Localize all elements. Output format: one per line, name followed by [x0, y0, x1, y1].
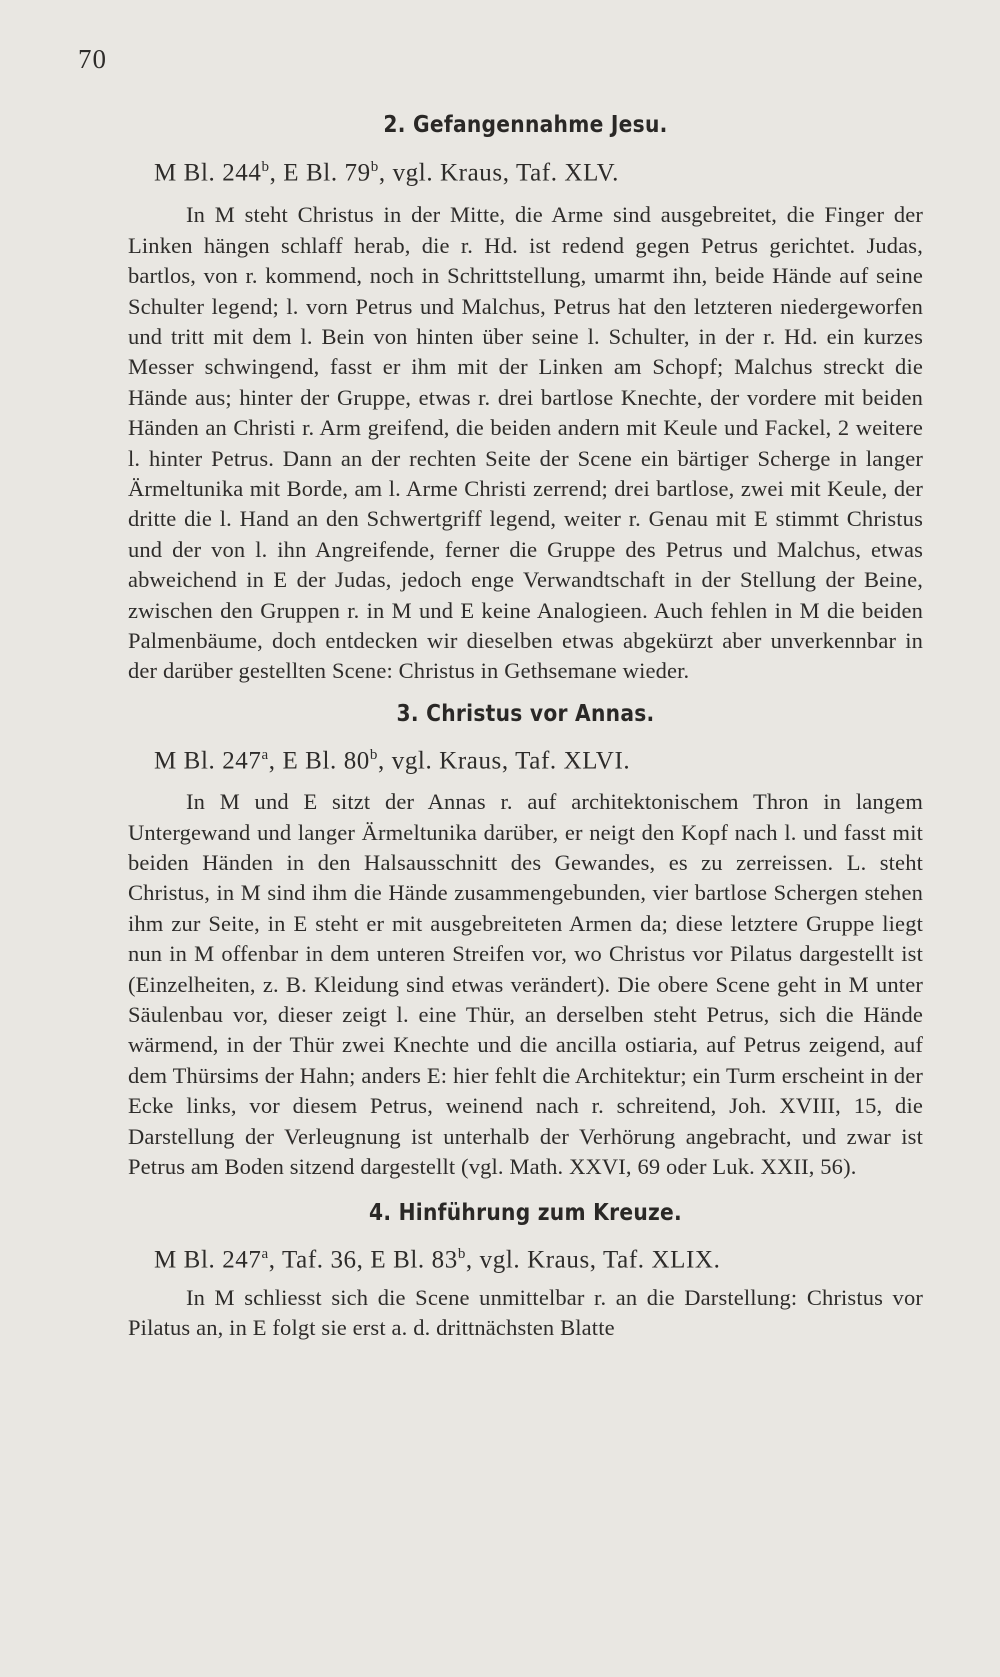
ref-main: M Bl. 247: [154, 1246, 262, 1274]
ref-main: M Bl. 244: [154, 159, 262, 187]
section-heading: 2. Gefangennahme Jesu.: [383, 112, 668, 138]
ref-main-sup: a: [261, 746, 269, 763]
section-paragraph: [128, 1283, 923, 1344]
page-body: [128, 112, 923, 1344]
paragraph-text: In M steht Christus in der Mitte, die Arme sind ausgebreitet, die Finger der Linken hängen schlaff herab, die r. Hd. ist redend gegen Petrus gerichtet. Judas, bartlos, von r. kommend, noch in Schrittstellung, umarmt ihn, beide Hände auf seine Schulter legend; l. vorn Petrus und Malchus, Petrus hat den letzteren niedergeworfen und tritt mit dem l. Bein von hinten über seine l. Schulter, in der r. Hd. ein kurzes Messer schwingend, fasst er ihm mit der Linken am Schopf; Malchus streckt die Hände aus; hinter der Gruppe, etwas r. drei bartlose Knechte, der vordere mit beiden Händen an Christi r. Arm greifend, die beiden andern mit Keule und Fackel, 2 weitere l. hinter Petrus. Dann an der rechten Seite der Scene ein bärtiger Scherge in langer Ärmeltunika mit Borde, am l. Arme Christi zerrend; drei bartlose, zwei mit Keule, der dritte die l. Hand an den Schwertgriff legend, weiter r. Genau mit E stimmt Christus und der von l. ihn Angreifende, ferner die Gruppe des Petrus und Malchus, etwas abweichend in E der Judas, jedoch enge Verwandtschaft in der Stellung der Beine, zwischen den Gruppen r. in M und E keine Analogieen. Auch fehlen in M die beiden Palmenbäume, doch entdecken wir dieselben etwas abgekürzt aber unverkennbar in der darüber gestellten Scene: Christus in Gethsemane wieder.: [128, 202, 923, 684]
ref-mid-sup: b: [370, 159, 379, 175]
ref-tail: , vgl. Kraus, Taf. XLV.: [378, 159, 619, 187]
page-number: 70: [78, 44, 107, 74]
ref-mid: , E Bl. 80: [268, 747, 370, 775]
ref-mid: , Taf. 36, E Bl. 83: [268, 1246, 458, 1274]
source-reference: [128, 747, 923, 775]
source-reference: [128, 159, 923, 187]
section-paragraph: [128, 787, 923, 1182]
paragraph-text: In M schliesst sich die Scene unmittelbar r. an die Darstellung: Christus vor Pilatus an, in E folgt sie erst a. d. drittnächsten Blatte: [128, 1284, 923, 1341]
ref-tail: , vgl. Kraus, Taf. XLIX.: [465, 1246, 721, 1274]
ref-tail: , vgl. Kraus, Taf. XLVI.: [378, 747, 631, 775]
section-paragraph: [128, 200, 923, 687]
ref-mid-sup: b: [457, 1246, 466, 1263]
section-heading: 3. Christus vor Annas.: [396, 700, 655, 727]
ref-main: M Bl. 247: [154, 747, 262, 775]
ref-main-sup: b: [261, 159, 270, 175]
ref-mid-sup: b: [369, 746, 379, 763]
section-heading: 4. Hinführung zum Kreuze.: [368, 1200, 682, 1227]
paragraph-text: In M und E sitzt der Annas r. auf architektonischem Thron in langem Untergewand und langer Ärmeltunika darüber, er neigt den Kopf nach l. und fasst mit beiden Händen in den Halsausschnitt des Gewandes, es zu zerreissen. L. steht Christus, in M sind ihm die Hände zusammengebunden, vier bartlose Schergen stehen ihm zur Seite, in E steht er mit ausgebreiteten Armen da; diese letztere Gruppe liegt nun in M offenbar in dem unteren Streifen vor, wo Christus vor Pilatus dargestellt ist (Einzelheiten, z. B. Kleidung sind etwas verändert). Die obere Scene geht in M unter Säulenbau vor, dieser zeigt l. eine Thür, an derselben steht Petrus, sich die Hände wärmend, in der Thür zwei Knechte und die ancilla ostiaria, auf Petrus zeigend, auf dem Thürsims der Hahn; anders E: hier fehlt die Architektur; ein Turm erscheint in der Ecke links, vor diesem Petrus, weinend nach r. schreitend, Joh. XVIII, 15, die Darstellung der Verleugnung ist unterhalb der Verhörung angebracht, und zwar ist Petrus am Boden sitzend dargestellt (vgl. Math. XXVI, 69 oder Luk. XXII, 56).: [128, 789, 923, 1180]
ref-mid: , E Bl. 79: [269, 159, 371, 187]
source-reference: [128, 1246, 923, 1274]
ref-main-sup: a: [261, 1246, 269, 1263]
